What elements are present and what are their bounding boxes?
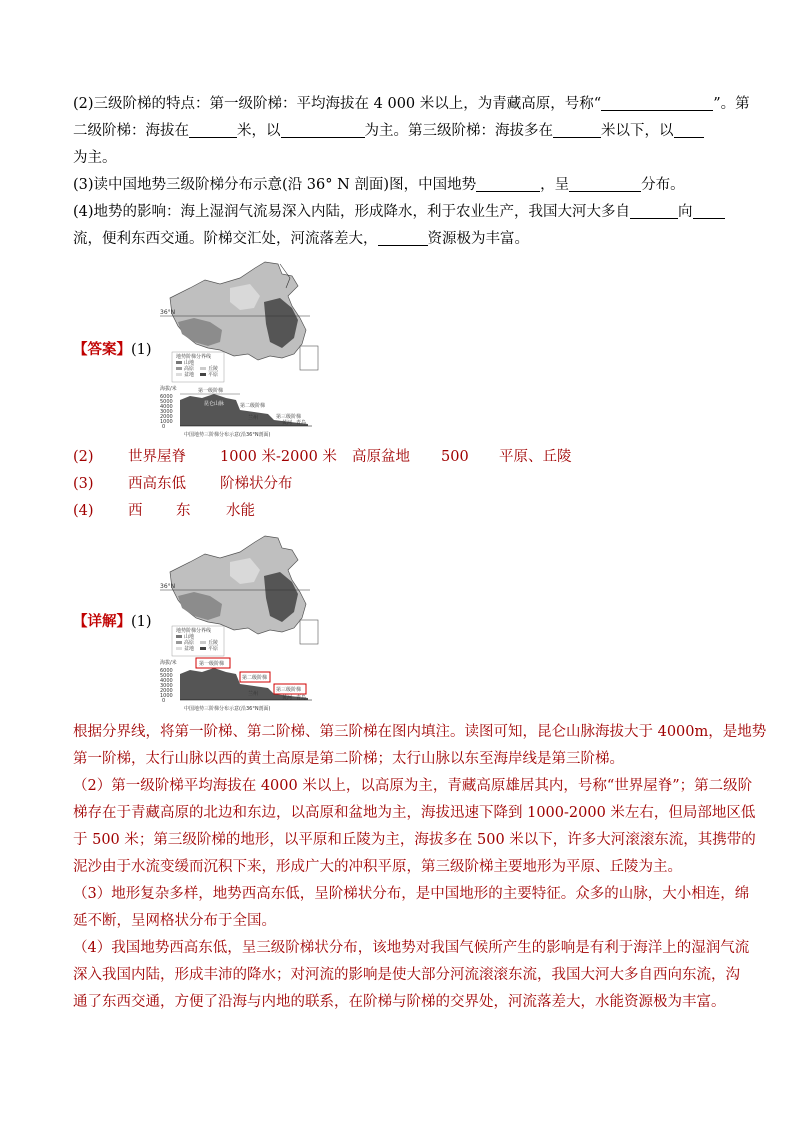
blank-resource	[378, 229, 428, 246]
svg-text:平原: 平原	[208, 646, 219, 652]
detail-p1-line1: 根据分界线，将第一阶梯、第二阶梯、第三阶梯在图内填注。读图可知，昆仑山脉海拔大于 4000m，是地势	[73, 724, 767, 740]
q2-text-1b: ”。第	[713, 96, 750, 112]
q2-text-2a: 二级阶梯：海拔在	[73, 123, 189, 139]
svg-text:山地: 山地	[184, 634, 195, 640]
q2-text-2c: 为主。第三级阶梯：海拔多在	[364, 123, 553, 139]
detail-p4-line1: （4）我国地势西高东低，呈三级阶梯状分布，该地势对我国气候所产生的影响是有利于海洋上的湿润气流	[73, 940, 750, 956]
q2-text-1a: (2)三级阶梯的特点：第一级阶梯：平均海拔在 4 000 米以上，为青藏高原，号称“	[73, 96, 602, 112]
svg-text:高原: 高原	[184, 640, 195, 646]
svg-text:地势阶梯分界线: 地势阶梯分界线	[176, 354, 212, 360]
detail-p2-line3: 于 500 米；第三级阶梯的地形，以平原和丘陵为主，海拔多在 500 米以下，许多大河滚滚东流，其携带的	[73, 832, 756, 848]
svg-text:4000: 4000	[160, 678, 173, 684]
answer-label: 【答案】	[73, 341, 131, 358]
blank-landform-2	[281, 121, 365, 138]
svg-text:山地: 山地	[184, 360, 195, 366]
south-sea-inset	[300, 346, 318, 370]
svg-text:昆仑山脉: 昆仑山脉	[204, 401, 225, 407]
q2-text-2b: 米，以	[237, 123, 281, 139]
answer-row-2: (2) 世界屋脊 1000 米-2000 米 高原盆地 500 平原、丘陵	[73, 449, 572, 465]
detail-label: 【详解】	[73, 613, 131, 630]
lat-label: 36°N	[160, 309, 176, 316]
svg-text:地势阶梯分界线: 地势阶梯分界线	[176, 628, 212, 634]
answer-map-figure	[160, 258, 332, 440]
svg-text:青岛: 青岛	[296, 420, 307, 426]
blank-altitude-3	[553, 121, 601, 138]
svg-text:海拔/米: 海拔/米	[160, 386, 177, 392]
svg-text:0: 0	[162, 698, 166, 704]
svg-text:盆地: 盆地	[184, 372, 195, 378]
step1-label: 第一级阶梯	[198, 388, 224, 394]
svg-text:第二级阶梯: 第二级阶梯	[242, 675, 268, 681]
svg-text:黄河: 黄河	[282, 695, 293, 701]
china-terrain-map	[160, 258, 332, 440]
detail-p4-line2: 深入我国内陆，形成丰沛的降水；对河流的影响是使大部分河流滚滚东流，我国大河大多自西向东流，沟	[73, 967, 740, 983]
q4-line-1: (4)地势的影响：海上湿润气流易深入内陆，形成降水，利于农业生产，我国大河大多自 向	[73, 200, 725, 224]
blank-landform-3	[674, 121, 704, 138]
answer-row-4: (4) 西 东 水能	[73, 503, 255, 519]
svg-text:盆地: 盆地	[184, 646, 195, 652]
svg-text:第三级阶梯: 第三级阶梯	[276, 687, 302, 693]
q2-text-2d: 米以下，以	[601, 123, 674, 139]
svg-text:青岛: 青岛	[296, 695, 307, 701]
svg-text:兰州: 兰州	[248, 691, 259, 697]
svg-text:5000: 5000	[160, 399, 173, 405]
svg-text:3000: 3000	[160, 683, 173, 689]
answer-label-line: 【答案】(1)	[73, 341, 152, 358]
detail-label-line: 【详解】(1)	[73, 613, 152, 630]
step3-label: 第三级阶梯	[276, 414, 302, 420]
step2-label: 第二级阶梯	[240, 403, 266, 409]
svg-text:1000: 1000	[160, 419, 173, 425]
svg-text:丘陵: 丘陵	[208, 640, 219, 646]
detail-p2-line2: 梯存在于青藏高原的北边和东边，以高原和盆地为主，海拔迅速下降到 1000-2000 米左右，但局部地区低	[73, 805, 756, 821]
map-caption: 中国地势三阶梯分布示意(沿36°N剖面)	[184, 432, 271, 438]
svg-text:2000: 2000	[160, 688, 173, 694]
blank-world-roof	[601, 94, 713, 111]
svg-text:1000: 1000	[160, 693, 173, 699]
svg-text:36°N: 36°N	[160, 583, 176, 590]
detail-p3-line2: 延不断，呈网格状分布于全国。	[73, 913, 276, 929]
svg-text:0: 0	[162, 424, 166, 430]
svg-text:3000: 3000	[160, 409, 173, 415]
detail-p3-line1: （3）地形复杂多样，地势西高东低，呈阶梯状分布，是中国地形的主要特征。众多的山脉，大小相连，绵	[73, 886, 750, 902]
blank-distribution	[569, 175, 641, 192]
blank-from	[630, 202, 678, 219]
svg-text:平原: 平原	[208, 372, 219, 378]
detail-p1-line2: 第一阶梯，太行山脉以西的黄土高原是第二阶梯；太行山脉以东至海岸线是第三阶梯。	[73, 751, 624, 767]
svg-text:第一级阶梯: 第一级阶梯	[199, 661, 225, 667]
svg-text:4000: 4000	[160, 404, 173, 410]
detail-p2-line4: 泥沙由于水流变缓而沉积下来，形成广大的冲积平原，第三级阶梯主要地形为平原、丘陵为主。	[73, 859, 682, 875]
q2-line-3: 为主。	[73, 150, 117, 166]
blank-terrain	[476, 175, 540, 192]
detail-p4-line3: 通了东西交通，方便了沿海与内地的联系，在阶梯与阶梯的交界处，河流落差大，水能资源极为丰富。	[73, 994, 726, 1010]
q2-line-2	[73, 119, 704, 143]
q4-line-2: 流，便利东西交通。阶梯交汇处，河流落差大， 资源极为丰富。	[73, 231, 529, 247]
detail-map-figure	[160, 532, 332, 714]
svg-text:丘陵: 丘陵	[208, 366, 219, 372]
detail-p2-line1: （2）第一级阶梯平均海拔在 4000 米以上，以高原为主，青藏高原雄居其内，号称“世界屋脊”；第二级阶	[73, 778, 753, 794]
svg-text:6000: 6000	[160, 668, 173, 674]
blank-altitude-2	[189, 121, 237, 138]
svg-text:高原: 高原	[184, 366, 195, 372]
svg-text:5000: 5000	[160, 673, 173, 679]
svg-text:海拔/米: 海拔/米	[160, 660, 177, 666]
china-terrain-map-annotated	[160, 532, 332, 714]
svg-text:黄河: 黄河	[282, 420, 293, 426]
svg-text:中国地势三阶梯分布示意(沿36°N剖面): 中国地势三阶梯分布示意(沿36°N剖面)	[184, 706, 271, 712]
svg-text:6000: 6000	[160, 394, 173, 400]
answer-row-3: (3) 西高东低 阶梯状分布	[73, 476, 293, 492]
svg-text:2000: 2000	[160, 414, 173, 420]
blank-to	[693, 202, 725, 219]
q3-line: (3)读中国地势三级阶梯分布示意(沿 36° N 剖面)图，中国地势 ，呈 分布。	[73, 177, 685, 193]
q2-line-1	[73, 92, 750, 116]
svg-text:兰州: 兰州	[248, 415, 259, 421]
